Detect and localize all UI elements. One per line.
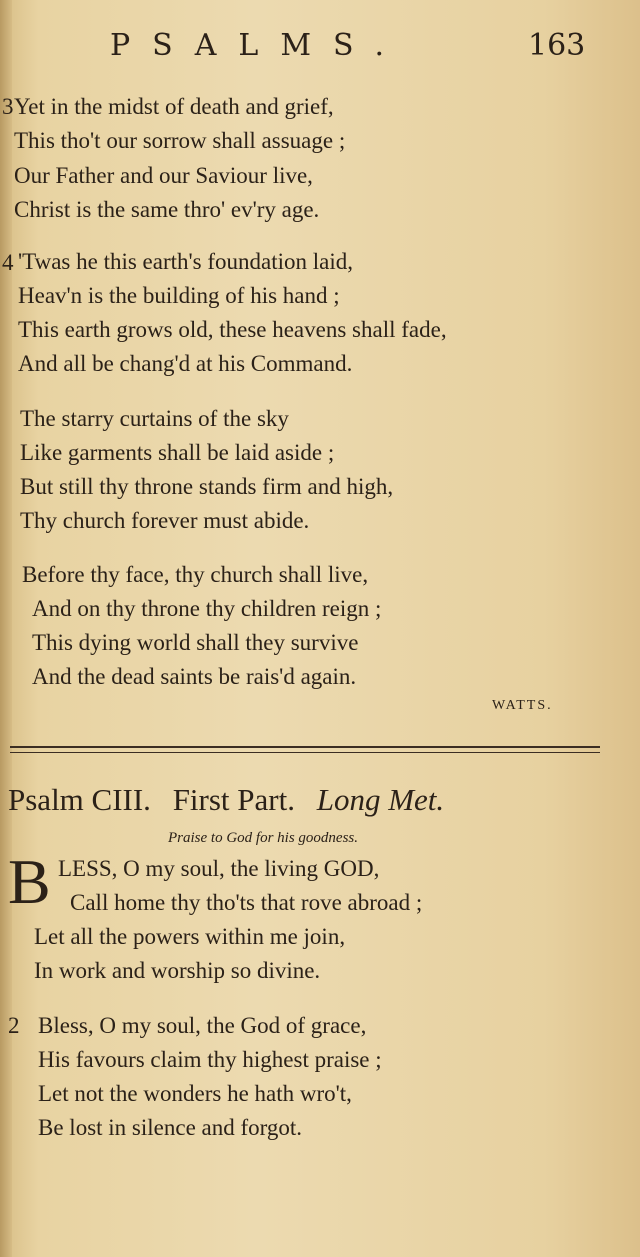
binding-gutter: [0, 0, 12, 1257]
psalm-title: Psalm CIII.: [8, 782, 151, 817]
verse-line: And all be chang'd at his Command.: [18, 351, 353, 376]
author-attribution: WATTS.: [492, 698, 553, 713]
verse-line: Christ is the same thro' ev'ry age.: [14, 197, 320, 222]
stanza-number: 4: [2, 250, 14, 275]
running-title: PSALMS.: [110, 28, 407, 63]
verse-line: Let all the powers within me join,: [34, 924, 346, 949]
psalm-part: First Part.: [172, 782, 295, 817]
verse-line: Call home thy tho'ts that rove abroad ;: [70, 890, 423, 915]
verse-line: Be lost in silence and forgot.: [38, 1115, 303, 1140]
verse-line: Thy church forever must abide.: [20, 508, 310, 533]
verse-line: And on thy throne thy children reign ;: [32, 596, 382, 621]
stanza-number: 3: [2, 94, 14, 119]
verse-line: And the dead saints be rais'd again.: [32, 664, 357, 689]
psalm-meter: Long Met.: [316, 782, 445, 817]
verse-line: His favours claim thy highest praise ;: [38, 1047, 382, 1072]
verse-line: Let not the wonders he hath wro't,: [38, 1081, 352, 1106]
verse-line: Before thy face, thy church shall live,: [22, 562, 369, 587]
verse-line: Like garments shall be laid aside ;: [20, 440, 335, 465]
verse-line: But still thy throne stands firm and high,: [20, 474, 394, 499]
verse-line: Bless, O my soul, the God of grace,: [38, 1013, 367, 1038]
verse-line: In work and worship so divine.: [34, 958, 321, 983]
section-rule: [10, 746, 600, 748]
verse-line: Heav'n is the building of his hand ;: [18, 283, 340, 308]
verse-line: The starry curtains of the sky: [20, 406, 289, 431]
stanza-number: 2: [8, 1013, 20, 1038]
page-number: 163: [528, 28, 586, 63]
verse-line: Our Father and our Saviour live,: [14, 163, 313, 188]
verse-line: 'Twas he this earth's foundation laid,: [18, 249, 353, 274]
psalm-subtitle: Praise to God for his goodness.: [168, 830, 359, 846]
verse-line: Yet in the midst of death and grief,: [14, 94, 334, 119]
psalm-heading: [8, 782, 444, 818]
section-rule-thin: [10, 752, 600, 753]
drop-cap: B: [8, 846, 51, 917]
verse-line: This earth grows old, these heavens shall fade,: [18, 317, 447, 342]
verse-line: This tho't our sorrow shall assuage ;: [14, 128, 346, 153]
verse-line: LESS, O my soul, the living GOD,: [58, 856, 380, 881]
verse-line: This dying world shall they survive: [32, 630, 359, 655]
